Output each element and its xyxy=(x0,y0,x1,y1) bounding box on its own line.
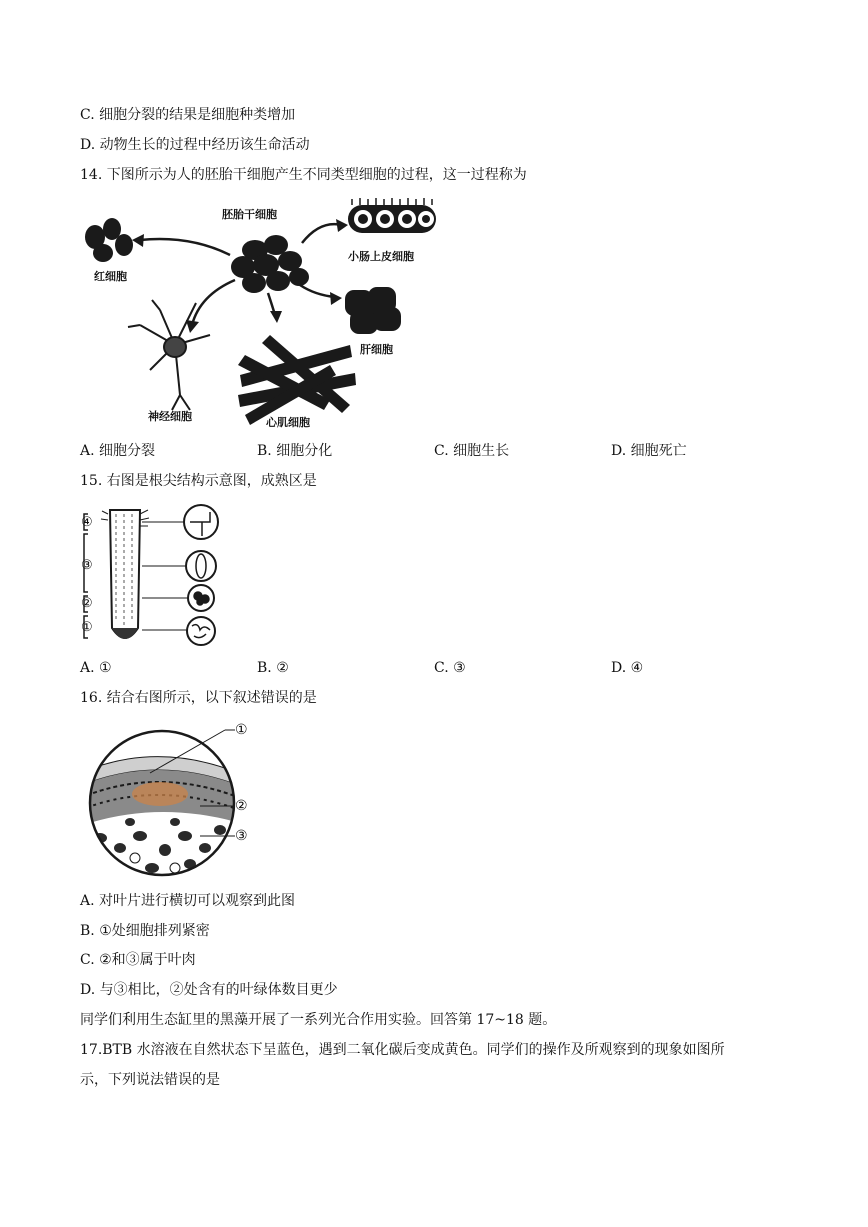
q17-stem-line-1: 17.BTB 水溶液在自然状态下呈蓝色，遇到二氧化碳后变成黄色。同学们的操作及所观察到的现象如图所 xyxy=(80,1042,725,1058)
cardiac-muscle-cells xyxy=(238,335,356,425)
root-label-4: ④ xyxy=(81,515,93,530)
label-liver-cell: 肝细胞 xyxy=(360,343,393,356)
root-label-3: ③ xyxy=(81,558,93,573)
intestinal-epithelial-cells xyxy=(348,198,436,233)
label-intestinal-cell: 小肠上皮细胞 xyxy=(348,250,414,263)
callout-lines xyxy=(142,522,190,630)
liver-cells xyxy=(345,287,401,334)
q14-cell-differentiation-figure xyxy=(80,195,450,435)
stem-cell-cluster xyxy=(231,235,309,293)
nerve-cell xyxy=(128,300,210,410)
q16-option-d: D. 与③相比，②处含有的叶绿体数目更少 xyxy=(80,982,338,998)
cell-callout-circles xyxy=(184,505,218,645)
root-label-2: ② xyxy=(81,596,93,611)
label-cardiac-cell: 心肌细胞 xyxy=(266,416,310,429)
root-label-1: ① xyxy=(81,620,93,635)
label-stem-cell: 胚胎干细胞 xyxy=(222,208,277,221)
q16-leaf-cross-section-figure xyxy=(80,718,260,888)
q16-stem: 16. 结合右图所示，以下叙述错误的是 xyxy=(80,690,317,706)
q15-option-c: C. ③ xyxy=(434,660,466,676)
q15-stem: 15. 右图是根尖结构示意图，成熟区是 xyxy=(80,473,317,489)
q14-option-b: B. 细胞分化 xyxy=(257,443,333,459)
q16-option-a: A. 对叶片进行横切可以观察到此图 xyxy=(80,893,296,909)
q13-option-d: D. 动物生长的过程中经历该生命活动 xyxy=(80,137,310,153)
q14-stem: 14. 下图所示为人的胚胎干细胞产生不同类型细胞的过程，这一过程称为 xyxy=(80,167,527,183)
leaf-label-1: ① xyxy=(235,722,248,738)
q16-option-b: B. ①处细胞排列紧密 xyxy=(80,923,210,939)
q15-root-tip-figure xyxy=(80,500,230,650)
q13-option-c: C. 细胞分裂的结果是细胞种类增加 xyxy=(80,107,296,123)
q17-stem-line-2: 示，下列说法错误的是 xyxy=(80,1072,220,1088)
q15-option-a: A. ① xyxy=(80,660,112,676)
leaf-label-2: ② xyxy=(235,798,248,814)
label-red-cell: 红细胞 xyxy=(94,270,127,283)
q15-option-b: B. ② xyxy=(257,660,289,676)
root-tip xyxy=(101,510,149,639)
q15-option-d: D. ④ xyxy=(611,660,644,676)
red-blood-cells xyxy=(85,218,133,262)
q14-option-d: D. 细胞死亡 xyxy=(611,443,687,459)
leaf-label-3: ③ xyxy=(235,828,248,844)
q14-option-c: C. 细胞生长 xyxy=(434,443,510,459)
q17-18-intro: 同学们利用生态缸里的黑藻开展了一系列光合作用实验。回答第 17~18 题。 xyxy=(80,1012,557,1028)
q16-option-c: C. ②和③属于叶肉 xyxy=(80,952,196,968)
q14-option-a: A. 细胞分裂 xyxy=(80,443,156,459)
label-nerve-cell: 神经细胞 xyxy=(148,410,192,423)
